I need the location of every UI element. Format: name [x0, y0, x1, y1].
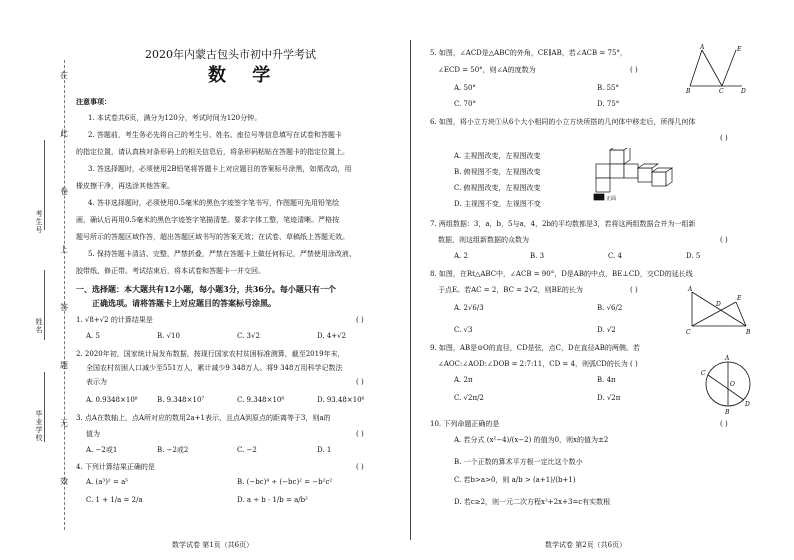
option-c: C. √3 — [454, 326, 473, 334]
figure-label: C — [686, 329, 691, 336]
subject-title: 数 学 — [208, 65, 281, 86]
page-divider — [410, 40, 411, 540]
section1-heading: 一、选择题：本大题共有12小题，每小题3分，共36分。每小题只有一个 — [76, 284, 336, 294]
answer-paren: ( ) — [720, 134, 728, 142]
figure-label: B — [746, 329, 751, 336]
seal-char: 题 — [60, 361, 68, 370]
answer-paren: ( ) — [356, 463, 364, 471]
option-d: D. 1 — [317, 446, 332, 454]
question-8-line: 于点E。若AC = 2，BC = 2√2，则BE的长为 — [438, 286, 583, 294]
option-a: A. 主视图改变，左视图改变 — [454, 152, 541, 160]
question-9-line: 9. 如图，AB是⊙O的直径，CD是弦，点C，D在直径AB的两侧。若 — [430, 344, 640, 352]
question-7-line: 7. 两组数据：3，a，b，5与a，4，2b的平均数都是3，若将这两组数据合并为一组新 — [430, 220, 696, 228]
option-b: B. 3 — [530, 252, 545, 260]
option-b: B. 4π — [597, 376, 616, 384]
figure-label: C — [719, 88, 724, 94]
question-5-line: ∠ECD = 50°，则∠A的度数为 — [438, 66, 536, 74]
note-line: 4. 答非选择题时，必须使用0.5毫米的黑色字迹签字笔书写，作图题可先用铅笔绘 — [88, 199, 340, 207]
seal-char: 无 — [60, 419, 68, 428]
option-d: D. 若c≥2，则一元二次方程x²+2x+3=c有实数根 — [454, 498, 611, 506]
answer-paren: ( ) — [720, 420, 728, 428]
option-b: B. 55° — [597, 84, 620, 92]
question-6: 6. 如图，将小立方块①从6个大小相同的小立方块所搭的几何体中移走后，所得几何体 — [430, 118, 696, 126]
question-9-line: ∠AOC:∠AOD:∠DOB = 2:7:11，CD = 4，则弧CD的长为 — [438, 360, 628, 368]
exam-id-line — [44, 140, 45, 230]
option-c: C. 9.348×10⁸ — [237, 396, 285, 404]
option-a: A. (a³)² = a⁵ — [86, 478, 129, 486]
figure-q6-cubes — [592, 148, 682, 210]
option-c: C. −2 — [237, 446, 257, 454]
name-line — [44, 270, 45, 340]
seal-char: 在 — [60, 71, 68, 80]
figure-label: E — [737, 295, 742, 302]
question-4: 4. 下列计算结果正确的是 — [76, 463, 155, 471]
option-c: C. 70° — [454, 100, 476, 108]
answer-paren: ( ) — [720, 236, 728, 244]
note-line: 画，确认后再用0.5毫米的黑色字迹签字笔描清楚。要求字体工整，笔迹清晰。严格按 — [76, 216, 340, 224]
front-view-label: 正面 — [606, 196, 617, 202]
option-c: C. 4 — [608, 252, 623, 260]
notes-heading: 注意事项： — [76, 97, 111, 106]
figure-q9-circle — [700, 352, 756, 416]
option-a: A. 0.9348×10⁸ — [86, 396, 138, 404]
answer-paren: ( ) — [356, 430, 364, 438]
question-5-line: 5. 如图，∠ACD是△ABC的外角，CE∥AB，若∠ACB = 75°， — [430, 49, 627, 57]
option-b: B. √6/2 — [597, 304, 623, 312]
note-line: 3. 答选择题时，必须使用2B铅笔将答题卡上对应题目的答案标号涂黑，如需改动，用 — [88, 165, 352, 173]
seal-char: 此 — [60, 129, 68, 138]
question-2-line: 表示为 — [86, 378, 107, 386]
school-line — [44, 372, 45, 442]
option-d: D. 5 — [686, 252, 701, 260]
question-3-line: 值为 — [86, 430, 100, 438]
question-2-line: 全国农村贫困人口减少至551万人，累计减少9 348万人。将9 348万用科学记数法 — [86, 364, 343, 372]
figure-label: C — [701, 370, 706, 377]
option-d: D. 4+√2 — [317, 332, 347, 340]
figure-label: O — [730, 381, 735, 388]
answer-paren: ( ) — [630, 66, 638, 74]
question-3-line: 3. 点A在数轴上，点A所对应的数用2a+1表示，且点A到原点的距离等于3，则a的 — [76, 414, 331, 422]
option-c: C. 俯视图改变，左视图改变 — [454, 184, 541, 192]
figure-label: A — [725, 355, 730, 362]
question-2-line: 2. 2020年初，国家统计局发布数据，按现行国家农村贫困标准测算，截至2019年末， — [76, 350, 345, 358]
answer-paren: ( ) — [630, 360, 638, 368]
option-d: D. 主视图不变，左视图不变 — [454, 200, 541, 208]
seal-char: 卷 — [60, 187, 68, 196]
figure-label: B — [725, 409, 730, 416]
option-b: B. √10 — [157, 332, 180, 340]
option-a: A. 2π — [454, 376, 473, 384]
figure-label: D — [716, 301, 721, 308]
figure-q8-triangle — [686, 286, 756, 336]
seal-char: 上 — [60, 245, 68, 254]
note-line: 题号所示的答题区域作答，超出答题区域书写的答案无效；在试卷、草稿纸上答题无效。 — [76, 233, 349, 241]
answer-paren: ( ) — [630, 286, 638, 294]
figure-q5-triangle — [686, 44, 758, 94]
note-line: 的指定位置，请认真核对条形码上的相关信息后，将条形码粘贴在答题卡的指定位置上。 — [76, 148, 349, 156]
figure-label: D — [745, 401, 750, 408]
section1-subheading: 正确选项。请将答题卡上对应题目的答案标号涂黑。 — [92, 298, 276, 308]
option-b: B. 一个正数的算术平方根一定比这个数小 — [454, 458, 583, 466]
option-d: D. a ÷ b · 1/b = a/b² — [237, 496, 308, 504]
label-name: 姓名 — [35, 318, 43, 334]
figure-label: A — [688, 286, 693, 293]
option-c: C. 若b>a>0，则 a/b > (a+1)/(b+1) — [454, 476, 576, 484]
figure-label: D — [741, 88, 746, 94]
option-a: A. 50° — [454, 84, 476, 92]
figure-label: A — [700, 44, 705, 51]
page-footer: 数学试卷 第2页（共6页） — [545, 541, 627, 549]
question-8-line: 8. 如图，在Rt△ABC中，∠ACB = 90°，D是AB的中点，BE⊥CD，交CD的延长线 — [430, 270, 693, 278]
answer-paren: ( ) — [356, 316, 364, 324]
page-footer: 数学试卷 第1页（共6页） — [172, 541, 254, 549]
label-school: 毕业学校 — [35, 410, 43, 442]
option-d: D. 93.48×10⁶ — [317, 396, 365, 404]
option-a: A. 若分式 (x²−4)/(x−2) 的值为0，则x的值为±2 — [454, 436, 609, 444]
figure-label: E — [737, 46, 742, 53]
question-1: 1. √8+√2 的计算结果是 — [76, 316, 153, 324]
note-line: 胶带纸、修正带。考试结束后，将本试卷和答题卡一并交回。 — [76, 267, 265, 275]
option-b: B. 俯视图不变，左视图改变 — [454, 168, 541, 176]
option-d: D. √2π — [597, 394, 621, 402]
seal-char: 答 — [60, 303, 68, 312]
note-line: 1. 本试卷共6页，满分为120分，考试时间为120分钟。 — [88, 114, 262, 122]
option-b: B. −2或2 — [157, 446, 189, 454]
option-d: D. 75° — [597, 100, 620, 108]
option-c: C. 3√2 — [237, 332, 260, 340]
option-c: C. √2π/2 — [454, 394, 484, 402]
answer-paren: ( ) — [356, 378, 364, 386]
figure-label: B — [686, 88, 691, 94]
option-c: C. 1 + 1/a = 2/a — [86, 496, 143, 504]
label-exam-id: 考生号 — [35, 210, 43, 234]
option-b: B. 9.348×10⁷ — [157, 396, 205, 404]
note-line: 5. 保持答题卡清洁、完整，严禁折叠，严禁在答题卡上做任何标记，严禁使用涂改液、 — [88, 250, 356, 258]
question-7-line: 数据，则这组新数据的众数为 — [438, 236, 529, 244]
question-10: 10. 下列命题正确的是 — [430, 420, 500, 428]
note-line: 橡皮擦干净，再选涂其他答案。 — [76, 182, 174, 190]
option-a: A. −2或1 — [86, 446, 118, 454]
option-b: B. (−bc)⁴ ÷ (−bc)² = −b²c² — [237, 478, 333, 486]
option-a: A. 2 — [454, 252, 468, 260]
option-d: D. √2 — [597, 326, 616, 334]
exam-title: 2020年内蒙古包头市初中升学考试 — [145, 48, 316, 61]
option-a: A. 5 — [86, 332, 100, 340]
seal-char: 效 — [60, 477, 68, 486]
note-line: 2. 答题前，考生务必先将自己的考生号、姓名、座位号等信息填写在试卷和答题卡 — [88, 131, 342, 139]
option-a: A. 2√6/3 — [454, 304, 484, 312]
